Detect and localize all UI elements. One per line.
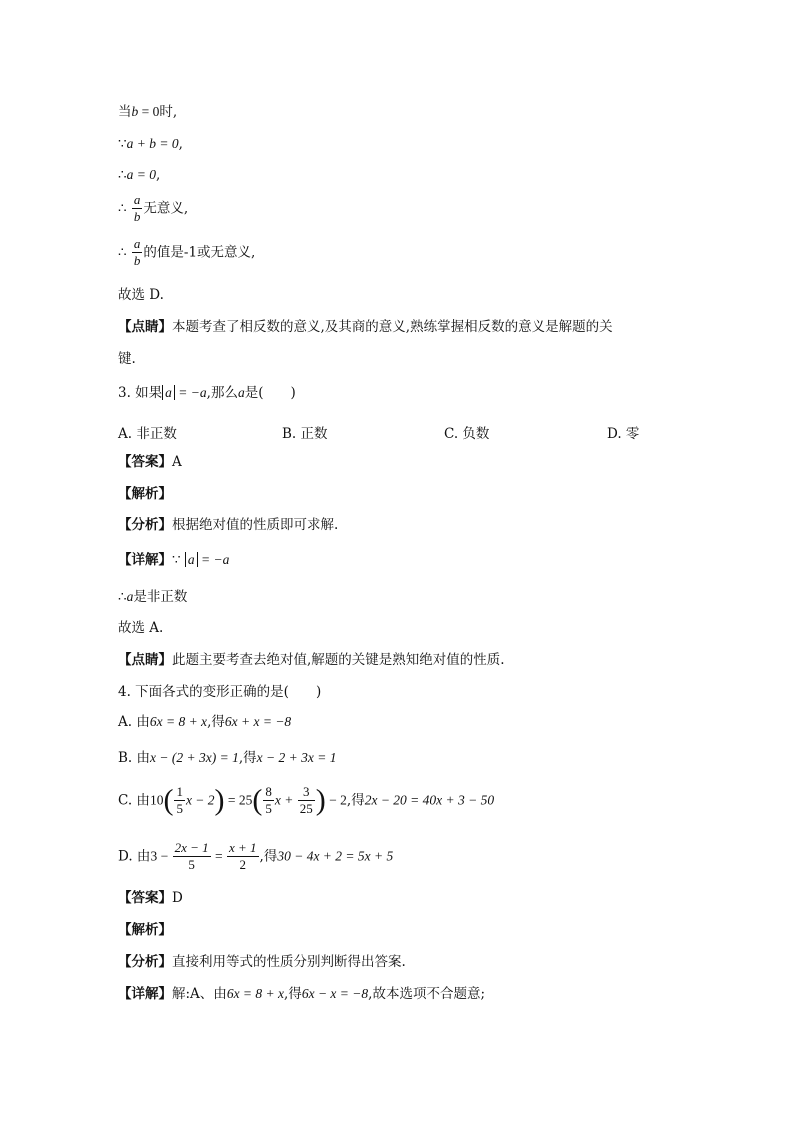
line-when-b-zero: [118, 103, 177, 121]
answer-value: A: [172, 454, 182, 470]
text: 无意义,: [143, 200, 189, 217]
math-expr: =: [211, 848, 226, 864]
text: ,得: [238, 750, 257, 766]
math-expr: a + b = 0: [126, 136, 179, 151]
fraction: [173, 840, 211, 873]
left-paren: (: [252, 783, 263, 817]
q4-option-d: [118, 840, 393, 873]
fraction: [263, 784, 274, 817]
q4-fenxi: [118, 953, 406, 971]
q4-option-c: [118, 784, 494, 817]
line-fraction-meaningless: [118, 192, 188, 225]
math-expr: = 25: [224, 792, 253, 808]
text: 此题主要考查去绝对值,解题的关键是熟知绝对值的性质.: [172, 652, 505, 668]
option-label: D. 由: [118, 848, 151, 865]
numerator: 3: [298, 784, 315, 801]
tag-answer: 【答案】: [118, 454, 172, 470]
q3-dianjing: [118, 651, 505, 669]
q3-answer: [118, 453, 182, 471]
q4-analysis-tag: 【解析】: [118, 922, 172, 938]
numerator: x + 1: [228, 840, 257, 855]
math-expr: = −a: [197, 552, 230, 567]
math-expr: = −a: [174, 385, 207, 400]
option-label: A. 由: [118, 714, 150, 730]
because-symbol: ∵: [118, 136, 127, 152]
tag-detail: 【详解】: [118, 986, 172, 1002]
numerator: 1: [176, 784, 183, 799]
therefore-symbol: ∴: [118, 167, 127, 183]
text: 是( ): [244, 385, 296, 401]
fraction: [298, 784, 315, 817]
math-expr: x − (2 + 3x) = 1: [150, 750, 239, 765]
q3-fenxi: [118, 516, 338, 534]
left-paren: (: [163, 783, 174, 817]
text: 本题考查了相反数的意义,及其商的意义,熟练掌握相反数的意义是解题的关: [172, 319, 613, 335]
line-a-zero: [118, 166, 160, 184]
option-d: D. 零: [607, 426, 640, 442]
tag-answer: 【答案】: [118, 890, 172, 906]
fraction: [227, 840, 259, 873]
text: ,: [178, 136, 183, 152]
text: ,那么: [206, 385, 238, 401]
denominator: 5: [188, 857, 195, 872]
math-expr: x +: [274, 792, 297, 808]
abs-value: a: [185, 552, 198, 567]
math-var: b: [131, 104, 139, 119]
fraction: [174, 784, 185, 817]
therefore-symbol: ∴: [118, 244, 127, 261]
denominator: 2: [239, 857, 246, 872]
text: ,得: [207, 714, 225, 730]
text: 根据绝对值的性质即可求解.: [172, 517, 339, 533]
q4-detail: [118, 985, 485, 1003]
text: 直接利用等式的性质分别判断得出答案.: [172, 954, 406, 970]
math-expr: x − 2 + 3x = 1: [256, 750, 337, 765]
right-paren: ): [315, 783, 326, 817]
math-expr: 3 −: [150, 848, 172, 864]
line-choose-d: 故选 D.: [118, 287, 164, 303]
text: ,: [155, 167, 161, 183]
q3-conclusion: [118, 588, 187, 606]
numerator: 2x − 1: [174, 840, 209, 855]
denominator: 5: [176, 801, 183, 816]
q3-analysis-tag: 【解析】: [118, 486, 172, 502]
text: 的值是-1或无意义,: [143, 244, 256, 261]
denominator: 5: [265, 801, 272, 816]
math-expr: 2x − 20 = 40x + 3 − 50: [364, 792, 495, 808]
right-paren: ): [214, 783, 225, 817]
option-a: A. 非正数: [118, 426, 177, 442]
tag-detail: 【详解】: [118, 552, 172, 568]
line-dianjing-2: 键.: [118, 351, 136, 367]
option-c: C. 负数: [444, 426, 490, 442]
fraction-a-over-b: [132, 192, 143, 225]
line-dianjing-1: [118, 318, 613, 336]
math-expr: 6x − x = −8: [301, 986, 369, 1001]
text: 3. 如果: [118, 385, 163, 401]
because-symbol: ∵: [172, 552, 181, 568]
q4-answer: [118, 889, 183, 907]
math-expr: 6x = 8 + x: [226, 986, 285, 1001]
math-expr: = 0: [138, 104, 160, 119]
denominator: b: [133, 253, 141, 268]
text: ,得: [259, 848, 278, 865]
q3-choose: 故选 A.: [118, 620, 164, 636]
math-expr: a = 0: [126, 167, 156, 182]
text: ,得: [284, 986, 302, 1002]
math-var: a: [237, 385, 245, 400]
text: ,故本选项不合题意;: [368, 986, 485, 1002]
tag-fenxi: 【分析】: [118, 954, 172, 970]
denominator: 25: [299, 801, 313, 816]
tag-dianjing: 【点睛】: [118, 652, 172, 668]
numerator: a: [133, 192, 141, 207]
math-num: 10: [149, 792, 164, 808]
question-3-stem: [118, 384, 296, 402]
numerator: 8: [265, 784, 272, 799]
denominator: b: [133, 209, 141, 224]
q3-detail: [118, 551, 229, 569]
therefore-symbol: ∴: [118, 589, 127, 605]
option-label: C. 由: [118, 792, 150, 809]
text: ,得: [346, 792, 365, 809]
tag-fenxi: 【分析】: [118, 517, 172, 533]
math-expr: x − 2: [185, 792, 215, 808]
q4-option-b: [118, 749, 336, 767]
math-var: a: [126, 589, 134, 604]
q4-option-a: [118, 713, 291, 731]
math-expr: 6x = 8 + x: [149, 714, 208, 729]
answer-value: D: [172, 890, 183, 906]
numerator: a: [133, 236, 141, 251]
line-fraction-value: [118, 236, 255, 269]
math-expr: − 2: [325, 792, 347, 808]
math-expr: 30 − 4x + 2 = 5x + 5: [277, 848, 394, 864]
text: 当: [118, 104, 132, 120]
fraction-a-over-b: [132, 236, 143, 269]
text: 时,: [159, 104, 178, 120]
therefore-symbol: ∴: [118, 200, 127, 217]
text: 解:A、由: [172, 986, 227, 1002]
text: 是非正数: [133, 589, 188, 605]
option-b: B. 正数: [282, 426, 328, 442]
math-expr: 6x + x = −8: [224, 714, 292, 729]
abs-value: a: [162, 385, 175, 400]
tag-dianjing: 【点睛】: [118, 319, 172, 335]
option-label: B. 由: [118, 750, 151, 766]
line-a-plus-b: [118, 135, 183, 153]
question-4-stem: 4. 下面各式的变形正确的是( ): [118, 684, 322, 700]
